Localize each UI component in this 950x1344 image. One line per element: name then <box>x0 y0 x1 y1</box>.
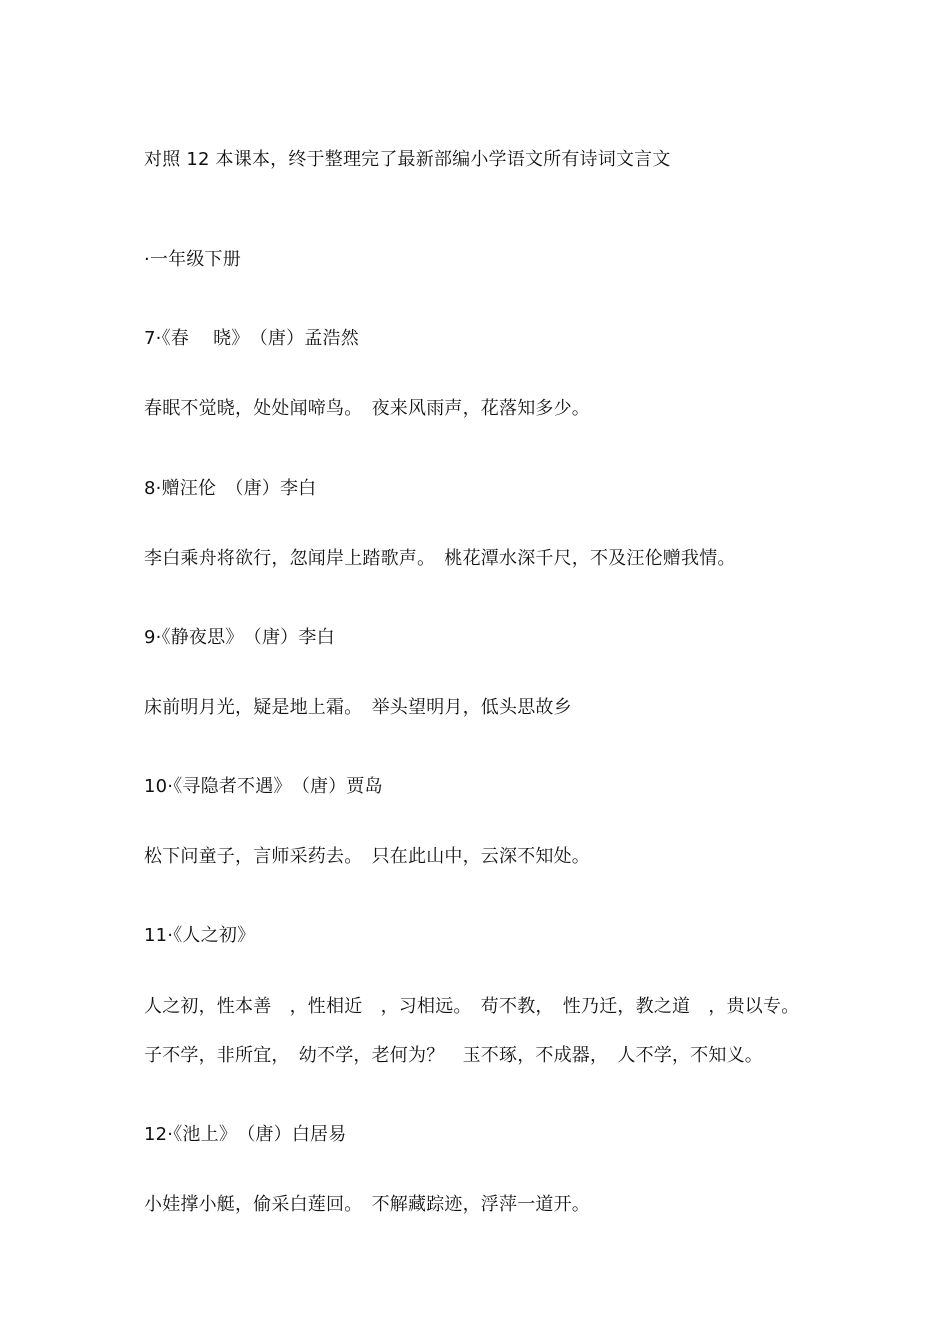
poem-heading-10: 10·《寻隐者不遇》 （唐）贾岛 <box>144 776 383 797</box>
poem-text-9: 床前明月光，疑是地上霜。 举头望明月，低头思故乡 <box>144 697 572 718</box>
grade-heading: ·一年级下册 <box>144 249 241 270</box>
poem-text-7: 春眠不觉晓，处处闻啼鸟。 夜来风雨声，花落知多少。 <box>144 398 590 419</box>
poem-heading-8: 8·赠汪伦 （唐）李白 <box>144 478 317 499</box>
poem-text-12: 小娃撑小艇，偷采白莲回。 不解藏踪迹，浮萍一道开。 <box>144 1194 590 1215</box>
poem-heading-12: 12·《池上》 （唐）白居易 <box>144 1124 347 1145</box>
poem-text-11-line-1: 人之初，性本善 ，性相近 ，习相远。 苟不教， 性乃迁，教之道 ，贵以专。 <box>144 996 800 1017</box>
poem-text-10: 松下问童子，言师采药去。 只在此山中，云深不知处。 <box>144 846 590 867</box>
poem-text-11-line-2: 子不学，非所宜， 幼不学，老何为？ 玉不琢，不成器， 人不学，不知义。 <box>144 1045 763 1066</box>
poem-heading-7: 7·《春 晓》 （唐）孟浩然 <box>144 328 359 349</box>
poem-heading-9: 9·《静夜思》 （唐）李白 <box>144 627 335 648</box>
poem-heading-11: 11·《人之初》 <box>144 925 256 946</box>
poem-text-8: 李白乘舟将欲行，忽闻岸上踏歌声。 桃花潭水深千尺，不及汪伦赠我情。 <box>144 548 736 569</box>
document-title: 对照 12 本课本，终于整理完了最新部编小学语文所有诗词文言文 <box>144 149 671 170</box>
